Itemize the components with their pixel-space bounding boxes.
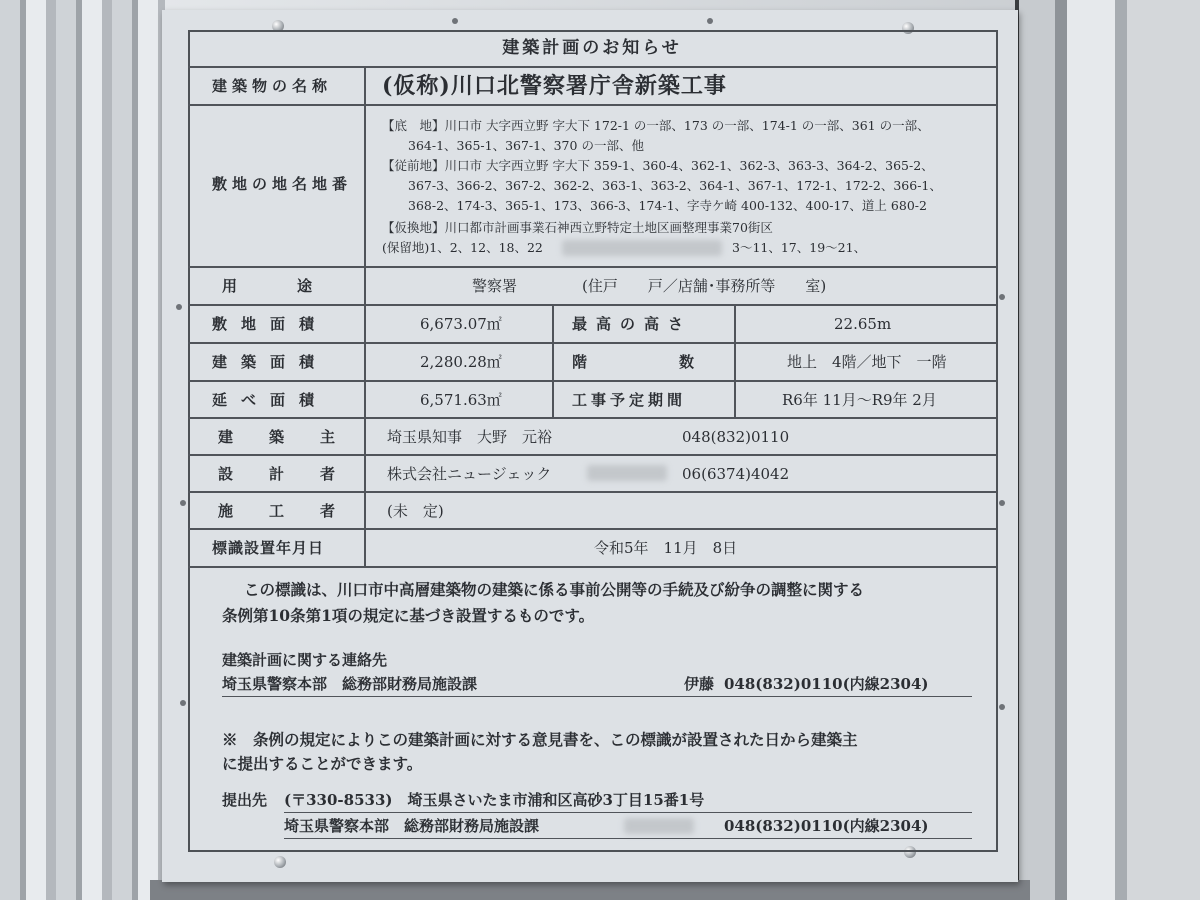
note-line: ※ 条例の規定によりこの建築計画に対する意見書を、この標識が設置された日から建築主 — [222, 730, 858, 749]
metal-wall-right — [1015, 0, 1200, 900]
contact-heading: 建築計画に関する連絡先 — [222, 651, 388, 669]
floors-label: 階数 — [572, 353, 787, 371]
underline — [284, 812, 972, 813]
floor-area-label: 延べ面積 — [212, 391, 329, 409]
floors-value: 地上 4階／地下 一階 — [787, 353, 947, 371]
site-line: 【従前地】川口市 大字西立野 字大下 359-1、360-4、362-1、362-3、363-3、364-2、365-2、 — [382, 158, 934, 173]
rivet-icon — [999, 294, 1005, 300]
rivet-icon — [707, 18, 713, 24]
site-line: 【仮換地】川口都市計画事業石神西立野特定土地区画整理事業70街区 — [382, 220, 773, 235]
use-value: 警察署 — [472, 277, 518, 295]
site-area-label: 敷地面積 — [212, 315, 329, 333]
building-area-value: 2,280.28㎡ — [420, 353, 502, 371]
rivet-icon — [999, 500, 1005, 506]
floor-area-value: 6,571.63㎡ — [420, 391, 502, 409]
wall-base — [150, 880, 1030, 900]
contact-person: 伊藤 — [684, 675, 715, 693]
building-name-label: 建築物の名称 — [212, 77, 333, 95]
redacted-area — [624, 818, 694, 834]
rivet-icon — [180, 700, 186, 706]
posted-label: 標識設置年月日 — [212, 539, 325, 557]
max-height-value: 22.65m — [834, 315, 892, 333]
use-label: 用途 — [222, 277, 373, 295]
underline — [222, 696, 972, 697]
building-name-value: (仮称)川口北警察署庁舎新築工事 — [382, 73, 727, 99]
site-line: 368-2、174-3、365-1、173、366-3、174-1、字寺ケ崎 400-132、400-17、道上 680-2 — [408, 198, 927, 213]
period-label: 工事予定期間 — [572, 391, 687, 409]
rivet-icon — [180, 500, 186, 506]
submit-org: 埼玉県警察本部 総務部財務局施設課 — [284, 817, 540, 835]
contractor-label: 施工者 — [218, 502, 372, 520]
owner-value: 埼玉県知事 大野 元裕 — [387, 428, 553, 446]
notice-board — [162, 10, 1018, 882]
submit-address: (〒330-8533) 埼玉県さいたま市浦和区高砂3丁目15番1号 — [284, 791, 705, 809]
submit-phone: 048(832)0110(内線2304) — [724, 817, 929, 835]
site-line: 3～11、17、19～21、 — [732, 240, 867, 255]
note-line: に提出することができます。 — [222, 754, 423, 773]
site-line: 【底 地】川口市 大字西立野 字大下 172-1 の一部、173 の一部、174-1 の一部、361 の一部、 — [382, 118, 930, 133]
period-value: R6年 11月～R9年 2月 — [782, 391, 937, 409]
underline — [284, 838, 972, 839]
contractor-value: (未 定) — [387, 502, 444, 520]
rivet-icon — [999, 704, 1005, 710]
site-line: (保留地)1、2、12、18、22 — [382, 240, 543, 255]
site-line: 364-1、365-1、367-1、370 の一部、他 — [408, 138, 644, 153]
owner-label: 建築主 — [218, 428, 372, 446]
designer-phone: 06(6374)4042 — [682, 465, 790, 483]
sign-title: 建築計画のお知らせ — [502, 38, 682, 58]
rivet-icon — [176, 304, 182, 310]
redacted-area — [562, 240, 722, 256]
designer-label: 設計者 — [218, 465, 372, 483]
owner-phone: 048(832)0110 — [682, 428, 790, 446]
screw-icon — [274, 856, 286, 868]
posted-value: 令和5年 11月 8日 — [594, 539, 738, 557]
submit-label: 提出先 — [222, 791, 268, 809]
site-area-value: 6,673.07㎡ — [420, 315, 502, 333]
site-line: 367-3、366-2、367-2、362-2、363-1、363-2、364-1、367-1、172-1、172-2、366-1、 — [408, 178, 942, 193]
metal-wall-left — [0, 0, 165, 900]
contact-phone: 048(832)0110(内線2304) — [724, 675, 929, 693]
building-area-label: 建築面積 — [212, 353, 329, 371]
notice-line: この標識は、川口市中高層建築物の建築に係る事前公開等の手続及び紛争の調整に関する — [244, 580, 865, 599]
contact-org: 埼玉県警察本部 総務部財務局施設課 — [222, 675, 478, 693]
max-height-label: 最高の高さ — [572, 315, 693, 333]
redacted-area — [587, 465, 667, 481]
use-detail: (住戸 戸／店舗･事務所等 室) — [582, 277, 827, 295]
notice-line: 条例第10条第1項の規定に基づき設置するものです。 — [222, 606, 595, 625]
site-label: 敷地の地名地番 — [212, 175, 353, 193]
designer-value: 株式会社ニュージェック — [387, 465, 552, 483]
rivet-icon — [452, 18, 458, 24]
